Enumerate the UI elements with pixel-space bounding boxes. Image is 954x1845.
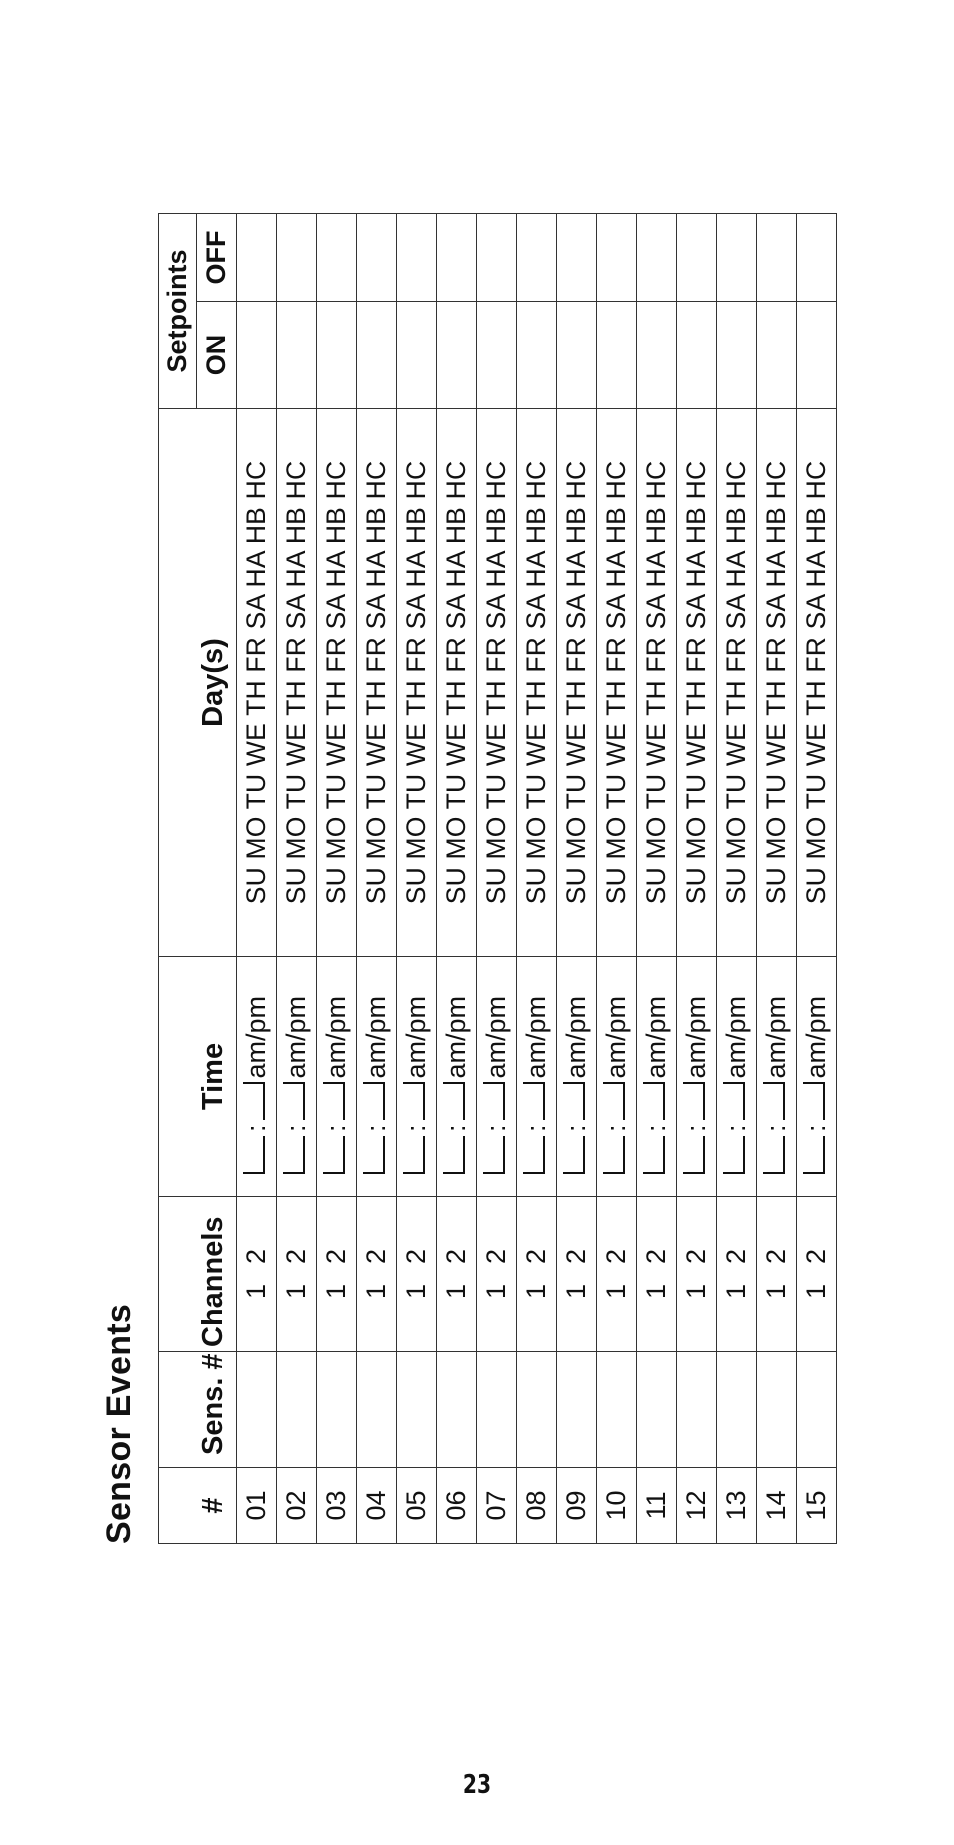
header-setpoints: Setpoints bbox=[159, 213, 197, 408]
am-pm-option[interactable]: am/pm bbox=[321, 995, 351, 1079]
hour-blank[interactable] bbox=[683, 1136, 705, 1174]
sensor-number-field[interactable] bbox=[277, 1352, 317, 1468]
channel-1-option[interactable]: 1 bbox=[321, 1284, 351, 1300]
time-field[interactable] bbox=[797, 957, 837, 1197]
channels-cell bbox=[637, 1197, 677, 1352]
setpoint-on-field[interactable] bbox=[637, 302, 677, 409]
days-options[interactable]: SU MO TU WE TH FR SA HA HB HC bbox=[397, 409, 437, 957]
channel-2-option[interactable]: 2 bbox=[761, 1248, 791, 1264]
sensor-events-table bbox=[158, 213, 837, 1544]
setpoint-on-field[interactable] bbox=[437, 302, 477, 409]
channel-1-option[interactable]: 1 bbox=[241, 1284, 271, 1300]
channel-2-option[interactable]: 2 bbox=[241, 1248, 271, 1264]
hour-blank[interactable] bbox=[243, 1136, 265, 1174]
page-number: 23 bbox=[462, 1770, 492, 1800]
days-options[interactable]: SU MO TU WE TH FR SA HA HB HC bbox=[477, 409, 517, 957]
minute-blank[interactable] bbox=[243, 1082, 265, 1120]
table-row bbox=[437, 213, 477, 1543]
minute-blank[interactable] bbox=[683, 1082, 705, 1120]
days-options[interactable]: SU MO TU WE TH FR SA HA HB HC bbox=[277, 409, 317, 957]
channel-1-option[interactable]: 1 bbox=[721, 1284, 751, 1300]
setpoint-on-field[interactable] bbox=[757, 302, 797, 409]
minute-blank[interactable] bbox=[763, 1082, 785, 1120]
table-row bbox=[477, 213, 517, 1543]
table-row bbox=[557, 213, 597, 1543]
row-number: 10 bbox=[597, 1468, 637, 1544]
sensor-number-field[interactable] bbox=[517, 1352, 557, 1468]
am-pm-option[interactable]: am/pm bbox=[241, 995, 271, 1079]
days-options[interactable]: SU MO TU WE TH FR SA HA HB HC bbox=[717, 409, 757, 957]
channel-2-option[interactable]: 2 bbox=[321, 1248, 351, 1264]
sensor-number-field[interactable] bbox=[757, 1352, 797, 1468]
setpoint-on-field[interactable] bbox=[357, 302, 397, 409]
channel-1-option[interactable]: 1 bbox=[401, 1284, 431, 1300]
table-row bbox=[237, 213, 277, 1543]
channels-cell bbox=[397, 1197, 437, 1352]
hour-blank[interactable] bbox=[363, 1136, 385, 1174]
hour-blank[interactable] bbox=[723, 1136, 745, 1174]
channels-cell bbox=[477, 1197, 517, 1352]
am-pm-option[interactable]: am/pm bbox=[521, 995, 551, 1079]
table-row bbox=[717, 213, 757, 1543]
am-pm-option[interactable]: am/pm bbox=[561, 995, 591, 1079]
time-colon: : bbox=[521, 1124, 551, 1132]
time-field[interactable] bbox=[637, 957, 677, 1197]
row-number: 06 bbox=[437, 1468, 477, 1544]
am-pm-option[interactable]: am/pm bbox=[721, 995, 751, 1079]
time-field[interactable] bbox=[717, 957, 757, 1197]
setpoint-off-field[interactable] bbox=[477, 213, 517, 301]
row-number: 05 bbox=[397, 1468, 437, 1544]
table-row bbox=[677, 213, 717, 1543]
rotated-page-content bbox=[100, 214, 835, 1544]
channel-1-option[interactable]: 1 bbox=[801, 1284, 831, 1300]
row-number: 01 bbox=[237, 1468, 277, 1544]
am-pm-option[interactable]: am/pm bbox=[481, 995, 511, 1079]
channels-cell bbox=[237, 1197, 277, 1352]
am-pm-option[interactable]: am/pm bbox=[281, 995, 311, 1079]
row-number: 04 bbox=[357, 1468, 397, 1544]
row-number: 11 bbox=[637, 1468, 677, 1544]
table-row bbox=[637, 213, 677, 1543]
setpoint-off-field[interactable] bbox=[677, 213, 717, 301]
time-colon: : bbox=[561, 1124, 591, 1132]
table-row bbox=[357, 213, 397, 1543]
setpoint-on-field[interactable] bbox=[797, 302, 837, 409]
row-number: 15 bbox=[797, 1468, 837, 1544]
sensor-number-field[interactable] bbox=[437, 1352, 477, 1468]
am-pm-option[interactable]: am/pm bbox=[441, 995, 471, 1079]
header-time: Time bbox=[159, 957, 237, 1197]
time-field[interactable] bbox=[757, 957, 797, 1197]
setpoint-on-field[interactable] bbox=[517, 302, 557, 409]
channel-2-option[interactable]: 2 bbox=[281, 1248, 311, 1264]
table-row bbox=[317, 213, 357, 1543]
days-options[interactable]: SU MO TU WE TH FR SA HA HB HC bbox=[437, 409, 477, 957]
setpoint-on-field[interactable] bbox=[237, 302, 277, 409]
time-colon: : bbox=[481, 1124, 511, 1132]
header-setpoint-off: OFF bbox=[197, 213, 237, 301]
minute-blank[interactable] bbox=[323, 1082, 345, 1120]
setpoint-off-field[interactable] bbox=[717, 213, 757, 301]
channels-cell bbox=[557, 1197, 597, 1352]
hour-blank[interactable] bbox=[603, 1136, 625, 1174]
channel-2-option[interactable]: 2 bbox=[561, 1248, 591, 1264]
time-field[interactable] bbox=[237, 957, 277, 1197]
table-row bbox=[277, 213, 317, 1543]
days-options[interactable]: SU MO TU WE TH FR SA HA HB HC bbox=[637, 409, 677, 957]
channel-1-option[interactable]: 1 bbox=[641, 1284, 671, 1300]
sensor-number-field[interactable] bbox=[557, 1352, 597, 1468]
row-number: 03 bbox=[317, 1468, 357, 1544]
hour-blank[interactable] bbox=[803, 1136, 825, 1174]
table-row bbox=[597, 213, 637, 1543]
time-colon: : bbox=[681, 1124, 711, 1132]
setpoint-off-field[interactable] bbox=[357, 213, 397, 301]
setpoint-on-field[interactable] bbox=[557, 302, 597, 409]
header-number: # bbox=[159, 1468, 237, 1544]
minute-blank[interactable] bbox=[643, 1082, 665, 1120]
hour-blank[interactable] bbox=[403, 1136, 425, 1174]
channels-cell bbox=[517, 1197, 557, 1352]
time-field[interactable] bbox=[437, 957, 477, 1197]
sensor-number-field[interactable] bbox=[597, 1352, 637, 1468]
channels-cell bbox=[797, 1197, 837, 1352]
channels-cell bbox=[277, 1197, 317, 1352]
channel-2-option[interactable]: 2 bbox=[801, 1248, 831, 1264]
table-body bbox=[237, 213, 837, 1543]
time-colon: : bbox=[641, 1124, 671, 1132]
time-colon: : bbox=[281, 1124, 311, 1132]
setpoint-off-field[interactable] bbox=[317, 213, 357, 301]
time-colon: : bbox=[601, 1124, 631, 1132]
row-number: 09 bbox=[557, 1468, 597, 1544]
setpoint-off-field[interactable] bbox=[637, 213, 677, 301]
channel-1-option[interactable]: 1 bbox=[481, 1284, 511, 1300]
days-options[interactable]: SU MO TU WE TH FR SA HA HB HC bbox=[797, 409, 837, 957]
time-colon: : bbox=[801, 1124, 831, 1132]
time-field[interactable] bbox=[517, 957, 557, 1197]
setpoint-off-field[interactable] bbox=[557, 213, 597, 301]
time-field[interactable] bbox=[277, 957, 317, 1197]
days-options[interactable]: SU MO TU WE TH FR SA HA HB HC bbox=[557, 409, 597, 957]
channel-2-option[interactable]: 2 bbox=[721, 1248, 751, 1264]
sensor-number-field[interactable] bbox=[637, 1352, 677, 1468]
days-options[interactable]: SU MO TU WE TH FR SA HA HB HC bbox=[757, 409, 797, 957]
setpoint-on-field[interactable] bbox=[597, 302, 637, 409]
sensor-number-field[interactable] bbox=[797, 1352, 837, 1468]
hour-blank[interactable] bbox=[443, 1136, 465, 1174]
hour-blank[interactable] bbox=[283, 1136, 305, 1174]
channel-2-option[interactable]: 2 bbox=[441, 1248, 471, 1264]
sensor-number-field[interactable] bbox=[397, 1352, 437, 1468]
minute-blank[interactable] bbox=[723, 1082, 745, 1120]
header-sensor-number: Sens. # bbox=[159, 1352, 237, 1468]
time-field[interactable] bbox=[557, 957, 597, 1197]
header-days: Day(s) bbox=[159, 409, 237, 957]
setpoint-off-field[interactable] bbox=[237, 213, 277, 301]
minute-blank[interactable] bbox=[563, 1082, 585, 1120]
setpoint-on-field[interactable] bbox=[397, 302, 437, 409]
channels-cell bbox=[317, 1197, 357, 1352]
channels-cell bbox=[677, 1197, 717, 1352]
channels-cell bbox=[437, 1197, 477, 1352]
setpoint-on-field[interactable] bbox=[277, 302, 317, 409]
channel-1-option[interactable]: 1 bbox=[561, 1284, 591, 1300]
days-options[interactable]: SU MO TU WE TH FR SA HA HB HC bbox=[677, 409, 717, 957]
time-colon: : bbox=[401, 1124, 431, 1132]
am-pm-option[interactable]: am/pm bbox=[761, 995, 791, 1079]
row-number: 08 bbox=[517, 1468, 557, 1544]
time-field[interactable] bbox=[397, 957, 437, 1197]
channel-1-option[interactable]: 1 bbox=[441, 1284, 471, 1300]
days-options[interactable]: SU MO TU WE TH FR SA HA HB HC bbox=[317, 409, 357, 957]
hour-blank[interactable] bbox=[483, 1136, 505, 1174]
channels-cell bbox=[597, 1197, 637, 1352]
page-title: Sensor Events bbox=[100, 1303, 138, 1544]
channel-1-option[interactable]: 1 bbox=[601, 1284, 631, 1300]
channel-2-option[interactable]: 2 bbox=[401, 1248, 431, 1264]
setpoint-off-field[interactable] bbox=[757, 213, 797, 301]
time-field[interactable] bbox=[597, 957, 637, 1197]
channel-1-option[interactable]: 1 bbox=[281, 1284, 311, 1300]
minute-blank[interactable] bbox=[363, 1082, 385, 1120]
setpoint-off-field[interactable] bbox=[277, 213, 317, 301]
setpoint-off-field[interactable] bbox=[437, 213, 477, 301]
row-number: 12 bbox=[677, 1468, 717, 1544]
header-channels: Channels bbox=[159, 1197, 237, 1352]
minute-blank[interactable] bbox=[523, 1082, 545, 1120]
am-pm-option[interactable]: am/pm bbox=[801, 995, 831, 1079]
time-colon: : bbox=[761, 1124, 791, 1132]
channel-2-option[interactable]: 2 bbox=[361, 1248, 391, 1264]
minute-blank[interactable] bbox=[443, 1082, 465, 1120]
row-number: 13 bbox=[717, 1468, 757, 1544]
minute-blank[interactable] bbox=[283, 1082, 305, 1120]
setpoint-off-field[interactable] bbox=[517, 213, 557, 301]
row-number: 07 bbox=[477, 1468, 517, 1544]
setpoint-off-field[interactable] bbox=[397, 213, 437, 301]
channel-1-option[interactable]: 1 bbox=[681, 1284, 711, 1300]
setpoint-off-field[interactable] bbox=[597, 213, 637, 301]
channel-2-option[interactable]: 2 bbox=[601, 1248, 631, 1264]
hour-blank[interactable] bbox=[563, 1136, 585, 1174]
time-colon: : bbox=[241, 1124, 271, 1132]
days-options[interactable]: SU MO TU WE TH FR SA HA HB HC bbox=[597, 409, 637, 957]
setpoint-on-field[interactable] bbox=[717, 302, 757, 409]
channel-2-option[interactable]: 2 bbox=[481, 1248, 511, 1264]
minute-blank[interactable] bbox=[803, 1082, 825, 1120]
time-field[interactable] bbox=[477, 957, 517, 1197]
time-field[interactable] bbox=[317, 957, 357, 1197]
hour-blank[interactable] bbox=[523, 1136, 545, 1174]
hour-blank[interactable] bbox=[323, 1136, 345, 1174]
am-pm-option[interactable]: am/pm bbox=[361, 995, 391, 1079]
sensor-number-field[interactable] bbox=[677, 1352, 717, 1468]
channel-2-option[interactable]: 2 bbox=[681, 1248, 711, 1264]
table-row bbox=[757, 213, 797, 1543]
time-colon: : bbox=[441, 1124, 471, 1132]
channels-cell bbox=[357, 1197, 397, 1352]
channel-2-option[interactable]: 2 bbox=[641, 1248, 671, 1264]
am-pm-option[interactable]: am/pm bbox=[601, 995, 631, 1079]
channel-1-option[interactable]: 1 bbox=[521, 1284, 551, 1300]
days-options[interactable]: SU MO TU WE TH FR SA HA HB HC bbox=[237, 409, 277, 957]
minute-blank[interactable] bbox=[403, 1082, 425, 1120]
minute-blank[interactable] bbox=[483, 1082, 505, 1120]
setpoint-on-field[interactable] bbox=[677, 302, 717, 409]
sensor-number-field[interactable] bbox=[717, 1352, 757, 1468]
table-row bbox=[397, 213, 437, 1543]
time-field[interactable] bbox=[677, 957, 717, 1197]
am-pm-option[interactable]: am/pm bbox=[681, 995, 711, 1079]
minute-blank[interactable] bbox=[603, 1082, 625, 1120]
channels-cell bbox=[757, 1197, 797, 1352]
am-pm-option[interactable]: am/pm bbox=[401, 995, 431, 1079]
sensor-number-field[interactable] bbox=[237, 1352, 277, 1468]
days-options[interactable]: SU MO TU WE TH FR SA HA HB HC bbox=[357, 409, 397, 957]
header-setpoint-on: ON bbox=[197, 302, 237, 409]
table-row bbox=[517, 213, 557, 1543]
sensor-number-field[interactable] bbox=[477, 1352, 517, 1468]
am-pm-option[interactable]: am/pm bbox=[641, 995, 671, 1079]
setpoint-off-field[interactable] bbox=[797, 213, 837, 301]
channel-1-option[interactable]: 1 bbox=[361, 1284, 391, 1300]
channel-1-option[interactable]: 1 bbox=[761, 1284, 791, 1300]
time-colon: : bbox=[721, 1124, 751, 1132]
channels-cell bbox=[717, 1197, 757, 1352]
row-number: 02 bbox=[277, 1468, 317, 1544]
hour-blank[interactable] bbox=[643, 1136, 665, 1174]
row-number: 14 bbox=[757, 1468, 797, 1544]
days-options[interactable]: SU MO TU WE TH FR SA HA HB HC bbox=[517, 409, 557, 957]
hour-blank[interactable] bbox=[763, 1136, 785, 1174]
time-field[interactable] bbox=[357, 957, 397, 1197]
sensor-number-field[interactable] bbox=[357, 1352, 397, 1468]
setpoint-on-field[interactable] bbox=[477, 302, 517, 409]
sensor-number-field[interactable] bbox=[317, 1352, 357, 1468]
time-colon: : bbox=[321, 1124, 351, 1132]
table-row bbox=[797, 213, 837, 1543]
channel-2-option[interactable]: 2 bbox=[521, 1248, 551, 1264]
time-colon: : bbox=[361, 1124, 391, 1132]
setpoint-on-field[interactable] bbox=[317, 302, 357, 409]
